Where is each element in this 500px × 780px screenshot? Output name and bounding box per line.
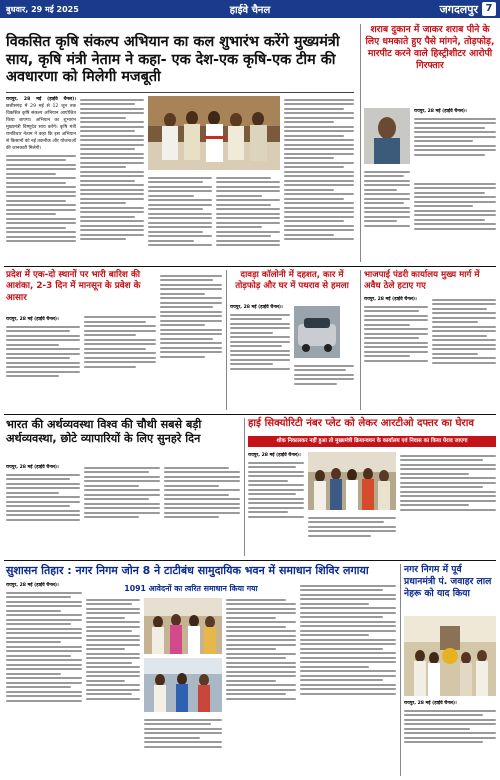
column-divider	[400, 564, 401, 776]
sushasan-column-5	[300, 582, 396, 776]
sushasan-column-4	[226, 596, 296, 776]
colony-column-2	[294, 362, 354, 410]
main-story-dateline: रायपुर, 28 मई (हाईवे चैनल)।	[6, 97, 76, 102]
hsrp-subhead-banner: शोक निकालकर नहीं हुआ तो मुख्यमंत्री क्रियान्वयन के कार्यालय एवं निवास का किया घेराव जाएगा	[248, 436, 496, 447]
economy-column-1	[6, 464, 80, 556]
camp-photo-1	[144, 598, 222, 654]
sushasan-headline: सुशासन तिहार : नगर निगम जोन 8 ने टाटीबंध सामुदायिक भवन में समाधान शिविर लगाया	[6, 564, 369, 577]
nehru-column-1	[404, 700, 496, 776]
nehru-dateline: रायपुर, 28 मई (हाईवे चैनल)।	[404, 701, 457, 706]
issue-date: बुधवार, 29 मई 2025	[6, 4, 79, 14]
main-story-body: छत्तीसगढ़ में 29 मई से 12 जून तक विकसित कृषि संकल्प अभियान आयोजित किया जाएगा। अभियान का शुभारंभ मुख्यमंत्री विष्णुदेव साय करेंगे। कृषि मंत्री रामविचार नेताम ने कहा कि इस अभियान से किसानों को नई तकनीक और योजनाओं की जानकारी मिलेगी।	[6, 104, 76, 151]
column-divider	[226, 270, 227, 410]
sushasan-column-1	[6, 582, 82, 776]
masthead	[0, 0, 500, 18]
tribute-photo	[404, 616, 496, 696]
rain-column-3	[84, 272, 156, 316]
section-divider	[4, 414, 496, 415]
liquor-shop-column-2	[364, 168, 410, 262]
hsrp-column-3	[400, 452, 496, 556]
liquor-shop-headline: शराब दुकान में जाकर शराब पीने के लिए धमकाते हुए पैसे मांगने, तोड़फोड़, मारपीट करने वाले हिस्ट्रीशीटर आरोपी गिरफ्तार	[365, 24, 495, 71]
nehru-headline: नगर निगम में पूर्व प्रधानमंत्री पं. जवाहर लाल नेहरू को याद किया	[404, 564, 492, 599]
economy-column-3	[164, 464, 240, 556]
hsrp-dateline: रायपुर, 28 मई (हाईवे चैनल)।	[248, 453, 301, 458]
accused-photo	[364, 108, 410, 164]
bjp-office-column-1	[364, 296, 428, 410]
hsrp-headline: हाई सिक्योरिटी नंबर प्लेट को लेकर आरटीओ दफ्तर का घेराव	[248, 418, 475, 429]
main-story-column-1	[6, 96, 76, 262]
liquor-shop-dateline: रायपुर, 28 मई (हाईवे चैनल)।	[414, 109, 467, 114]
hsrp-column-2	[308, 514, 396, 556]
sushasan-column-2	[86, 596, 140, 776]
main-story-column-2	[80, 96, 144, 262]
main-story-column-4	[216, 174, 280, 262]
main-story-column-3	[148, 174, 212, 262]
bjp-office-headline: भाजपाई पंडरी कार्यालय मुख्य मार्ग में अवैध ठेले हटाए गए	[364, 270, 480, 291]
rain-column-1	[6, 316, 80, 410]
liquor-shop-column-1	[414, 108, 496, 178]
page-number: 7	[482, 2, 496, 16]
section-divider	[4, 266, 496, 267]
bjp-office-dateline: रायपुर, 28 मई (हाईवे चैनल)।	[364, 297, 417, 302]
edition-city: जगदलपुर	[439, 2, 478, 16]
rain-dateline: रायपुर, 28 मई (हाईवे चैनल)।	[6, 317, 59, 322]
economy-dateline: रायपुर, 28 मई (हाईवे चैनल)।	[6, 465, 59, 470]
damaged-car-photo	[294, 306, 340, 358]
hsrp-column-1	[248, 452, 304, 556]
protest-photo	[308, 452, 396, 510]
bjp-office-column-2	[432, 296, 496, 410]
column-divider	[360, 24, 361, 262]
sushasan-dateline: रायपुर, 28 मई (हाईवे चैनल)।	[6, 583, 59, 588]
colony-dateline: रायपुर, 28 मई (हाईवे चैनल)।	[230, 305, 283, 310]
ceremony-photo	[148, 96, 280, 170]
economy-column-2	[84, 464, 160, 556]
divider	[6, 92, 354, 93]
main-story-headline: विकसित कृषि संकल्प अभियान का कल शुभारंभ करेंगे मुख्यमंत्री साय, कृषि मंत्री नेताम ने कहा- एक देश-एक कृषि-एक टीम की अवधारणा को मिलेगी मजबूती	[6, 34, 340, 86]
section-divider	[4, 560, 496, 561]
paper-name: हाईवे चैनल	[229, 5, 271, 16]
camp-photo-2	[144, 658, 222, 712]
rain-headline: प्रदेश में एक-दो स्थानों पर भारी बारिश की आशंका, 2-3 दिन में मानसून के प्रवेश के आसार	[6, 270, 141, 303]
column-divider	[244, 418, 245, 556]
sushasan-column-3	[144, 716, 222, 776]
liquor-shop-column-3	[414, 180, 496, 262]
colony-column-1	[230, 304, 290, 410]
colony-headline: दावड़ा कॉलोनी में दहशत, कार में तोड़फोड़ और घर में पथराव से हमला	[235, 270, 349, 291]
economy-headline: भारत की अर्थव्यवस्था विश्व की चौथी सबसे बड़ी अर्थव्यवस्था, छोटे व्यापारियों के लिए सुनहरे दिन	[6, 418, 202, 445]
column-divider	[360, 270, 361, 410]
rain-column-4	[160, 272, 222, 410]
main-story-column-5	[284, 96, 354, 262]
sushasan-subhead: 1091 आवेदनों का त्वरित समाधान किया गया	[124, 584, 258, 593]
